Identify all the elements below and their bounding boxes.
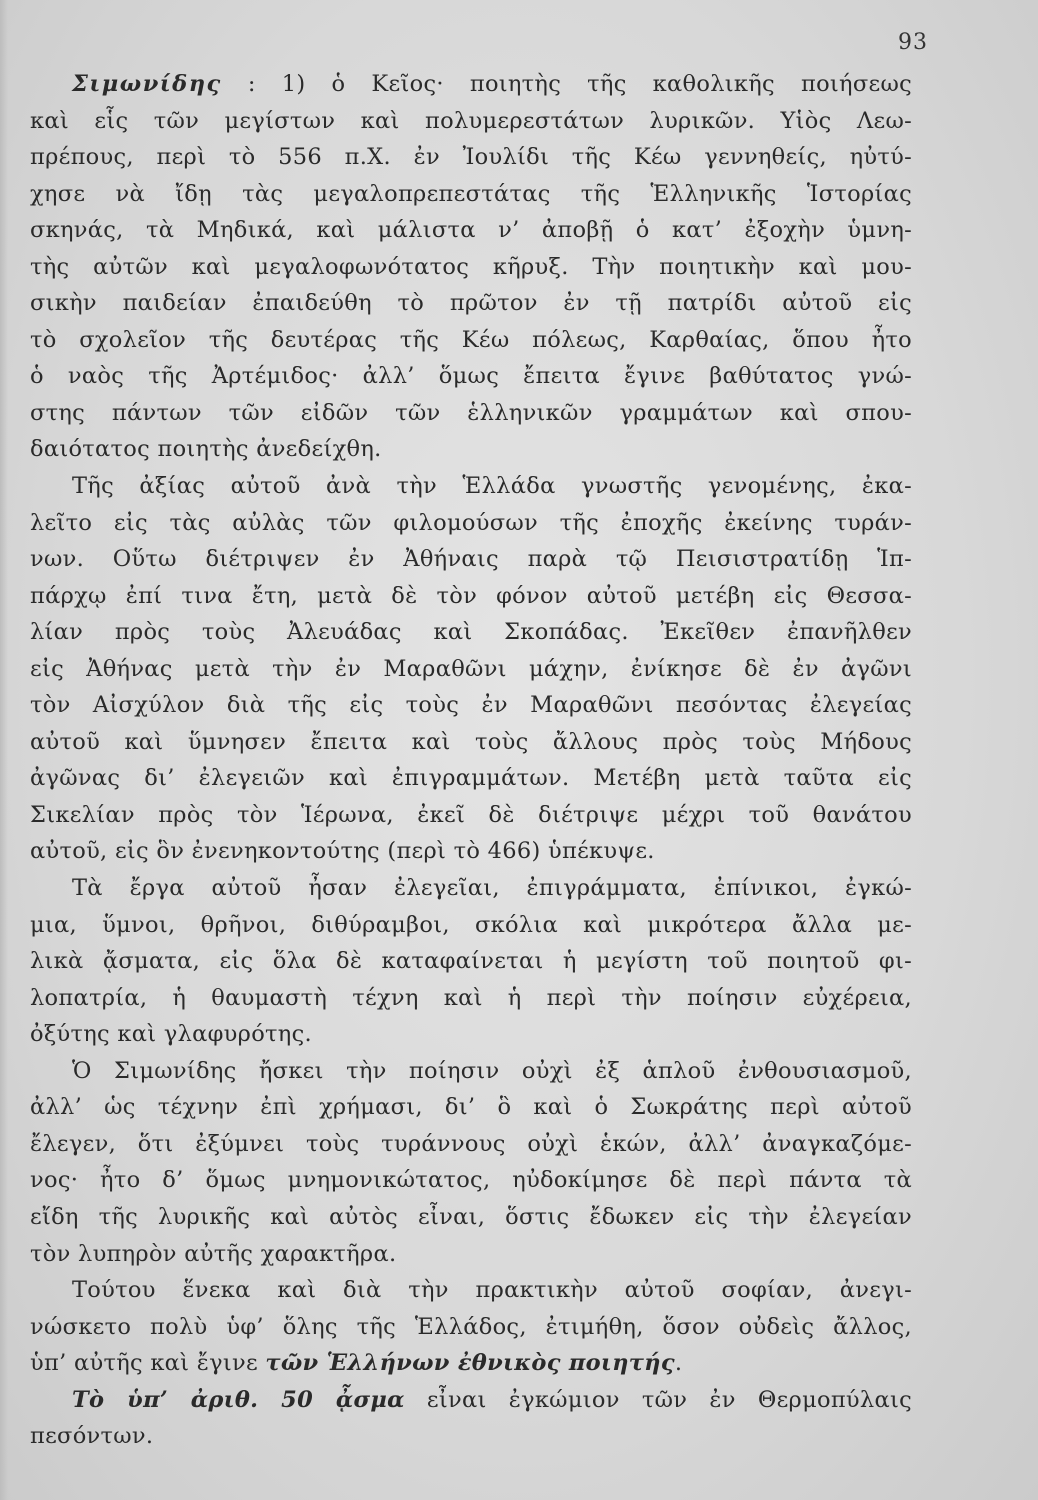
text-run: σκηνάς, τὰ Μηδικά, καὶ μάλιστα ν’ ἀποβῇ ὁ κατ’ ἐξοχὴν ὑμνη- <box>30 217 912 244</box>
text-line <box>30 103 912 140</box>
text-line <box>30 322 912 359</box>
text-line <box>30 1126 912 1163</box>
text-run: στης πάντων τῶν εἰδῶν τῶν ἑλληνικῶν γραμμάτων καὶ σπου- <box>30 399 912 426</box>
text-line <box>30 907 912 944</box>
text-line <box>30 1236 912 1273</box>
text-run: ἔλεγεν, ὅτι ἐξύμνει τοὺς τυράννους οὐχὶ ἑκών, ἀλλ’ ἀναγκαζόμε- <box>30 1130 912 1157</box>
text-run: ὑπ’ αὐτῆς καὶ ἔγινε <box>30 1350 266 1377</box>
text-run: τὸ σχολεῖον τῆς δευτέρας τῆς Κέω πόλεως, Καρθαίας, ὅπου ἦτο <box>30 326 912 353</box>
text-line <box>30 1162 912 1199</box>
text-run: λικὰ ᾄσματα, εἰς ὅλα δὲ καταφαίνεται ἡ μεγίστη τοῦ ποιητοῦ φι- <box>30 948 912 975</box>
text-run: αὐτοῦ καὶ ὕμνησεν ἔπειτα καὶ τοὺς ἄλλους πρὸς τοὺς Μήδους <box>30 728 912 755</box>
text-run: μια, ὕμνοι, θρῆνοι, διθύραμβοι, σκόλια καὶ μικρότερα ἄλλα με- <box>30 911 912 938</box>
text-line <box>30 541 912 578</box>
text-run: δαιότατος ποιητὴς ἀνεδείχθη. <box>30 436 382 463</box>
text-line <box>30 797 912 834</box>
body-text <box>30 66 912 1455</box>
text-run: πάρχῳ ἐπί τινα ἔτη, μετὰ δὲ τὸν φόνον αὐτοῦ μετέβη εἰς Θεσσα- <box>30 582 912 609</box>
text-run: νώσκετο πολὺ ὑφ’ ὅλης τῆς Ἑλλάδος, ἐτιμήθη, ὅσον οὐδεὶς ἄλλος, <box>30 1313 912 1340</box>
text-run: ἀλλ’ ὡς τέχνην ἐπὶ χρήμασι, δι’ ὃ καὶ ὁ Σωκράτης περὶ αὐτοῦ <box>30 1094 912 1121</box>
text-run: αὐτοῦ, εἰς ὃν ἐνενηκοντούτης (περὶ τὸ 466) ὑπέκυψε. <box>30 838 655 865</box>
text-line <box>30 505 912 542</box>
text-line <box>30 980 912 1017</box>
text-run: εἴδη τῆς λυρικῆς καὶ αὐτὸς εἶναι, ὅστις ἔδωκεν εἰς τὴν ἐλεγείαν <box>30 1203 912 1230</box>
page-number: 93 <box>898 30 928 55</box>
emphasized-text: Τὸ ὑπ’ ἀριθ. 50 ᾆσμα <box>72 1386 405 1413</box>
text-line <box>30 1345 912 1382</box>
text-line <box>30 1089 912 1126</box>
text-line <box>30 1309 912 1346</box>
text-run: λοπατρία, ἡ θαυμαστὴ τέχνη καὶ ἡ περὶ τὴν ποίησιν εὐχέρεια, <box>30 984 912 1011</box>
text-run: πρέπους, περὶ τὸ 556 π.Χ. ἐν Ἰουλίδι τῆς Κέω γεννηθείς, ηὐτύ- <box>30 144 912 171</box>
text-line <box>30 212 912 249</box>
text-line <box>30 724 912 761</box>
text-run: Σικελίαν πρὸς τὸν Ἱέρωνα, ἐκεῖ δὲ διέτριψε μέχρι τοῦ θανάτου <box>30 801 912 828</box>
text-run: ὀξύτης καὶ γλαφυρότης. <box>30 1021 312 1048</box>
text-run: ἀγῶνας δι’ ἐλεγειῶν καὶ ἐπιγραμμάτων. Μετέβη μετὰ ταῦτα εἰς <box>30 765 912 792</box>
text-run: . <box>674 1350 683 1377</box>
text-line <box>30 431 912 468</box>
page-edge-shadow <box>0 0 8 1500</box>
text-run: νος· ἦτο δ’ ὅμως μνημονικώτατος, ηὐδοκίμησε δὲ περὶ πάντα τὰ <box>30 1167 912 1194</box>
emphasized-text: τῶν Ἑλλήνων ἐθνικὸς ποιητής <box>265 1350 675 1377</box>
text-run: τὸν λυπηρὸν αὐτῆς χαρακτῆρα. <box>30 1240 397 1267</box>
text-line <box>30 1382 912 1419</box>
text-line <box>30 358 912 395</box>
text-run: ὁ ναὸς τῆς Ἀρτέμιδος· ἀλλ’ ὅμως ἔπειτα ἔγινε βαθύτατος γνώ- <box>30 363 912 390</box>
text-line <box>30 1272 912 1309</box>
text-line <box>30 1199 912 1236</box>
text-run: εἰς Ἀθήνας μετὰ τὴν ἐν Μαραθῶνι μάχην, ἐνίκησε δὲ ἐν ἀγῶνι <box>30 655 912 682</box>
text-run: Ὁ Σιμωνίδης ἤσκει τὴν ποίησιν οὐχὶ ἐξ ἁπλοῦ ἐνθουσιασμοῦ, <box>72 1057 912 1084</box>
text-line <box>30 285 912 322</box>
text-line <box>30 249 912 286</box>
text-run: εἶναι ἐγκώμιον τῶν ἐν Θερμοπύλαις <box>404 1386 912 1413</box>
text-line <box>30 687 912 724</box>
text-line <box>30 1053 912 1090</box>
emphasized-text: Σιμωνίδης <box>72 71 222 97</box>
text-run: τὸν Αἰσχύλον διὰ τῆς εἰς τοὺς ἐν Μαραθῶνι πεσόντας ἐλεγείας <box>30 692 912 719</box>
text-run: : 1) ὁ Κεῖος· ποιητὴς τῆς καθολικῆς ποιήσεως <box>221 71 912 97</box>
text-run: λεῖτο εἰς τὰς αὐλὰς τῶν φιλομούσων τῆς ἐποχῆς ἐκείνης τυράν- <box>30 509 912 536</box>
text-line <box>30 614 912 651</box>
text-run: Τούτου ἕνεκα καὶ διὰ τὴν πρακτικὴν αὐτοῦ σοφίαν, ἀνεγι- <box>72 1277 912 1304</box>
text-line <box>30 139 912 176</box>
text-line <box>30 651 912 688</box>
text-line <box>30 176 912 213</box>
text-line <box>30 870 912 907</box>
text-line <box>30 468 912 505</box>
text-line <box>30 760 912 797</box>
text-run: πεσόντων. <box>30 1423 154 1450</box>
text-run: χησε νὰ ἴδῃ τὰς μεγαλοπρεπεστάτας τῆς Ἑλληνικῆς Ἱστορίας <box>30 180 912 207</box>
text-run: νων. Οὕτω διέτριψεν ἐν Ἀθήναις παρὰ τῷ Πεισιστρατίδῃ Ἱπ- <box>30 546 912 573</box>
text-line <box>30 66 912 103</box>
text-run: λίαν πρὸς τοὺς Ἀλευάδας καὶ Σκοπάδας. Ἐκεῖθεν ἐπανῆλθεν <box>30 619 912 646</box>
text-run: καὶ εἷς τῶν μεγίστων καὶ πολυμερεστάτων λυρικῶν. Υἱὸς Λεω- <box>30 107 912 134</box>
text-line <box>30 833 912 870</box>
text-line <box>30 578 912 615</box>
text-line <box>30 943 912 980</box>
text-run: Τῆς ἀξίας αὐτοῦ ἀνὰ τὴν Ἑλλάδα γνωστῆς γενομένης, ἐκα- <box>72 473 912 500</box>
text-line <box>30 395 912 432</box>
text-run: Τὰ ἔργα αὐτοῦ ἦσαν ἐλεγεῖαι, ἐπιγράμματα, ἐπίνικοι, ἐγκώ- <box>72 875 912 902</box>
text-line <box>30 1418 912 1455</box>
text-line <box>30 1016 912 1053</box>
text-run: τὴς αὐτῶν καὶ μεγαλοφωνότατος κῆρυξ. Τὴν ποιητικὴν καὶ μου- <box>30 253 912 280</box>
text-run: σικὴν παιδείαν ἐπαιδεύθη τὸ πρῶτον ἐν τῇ πατρίδι αὐτοῦ εἰς <box>30 290 912 317</box>
